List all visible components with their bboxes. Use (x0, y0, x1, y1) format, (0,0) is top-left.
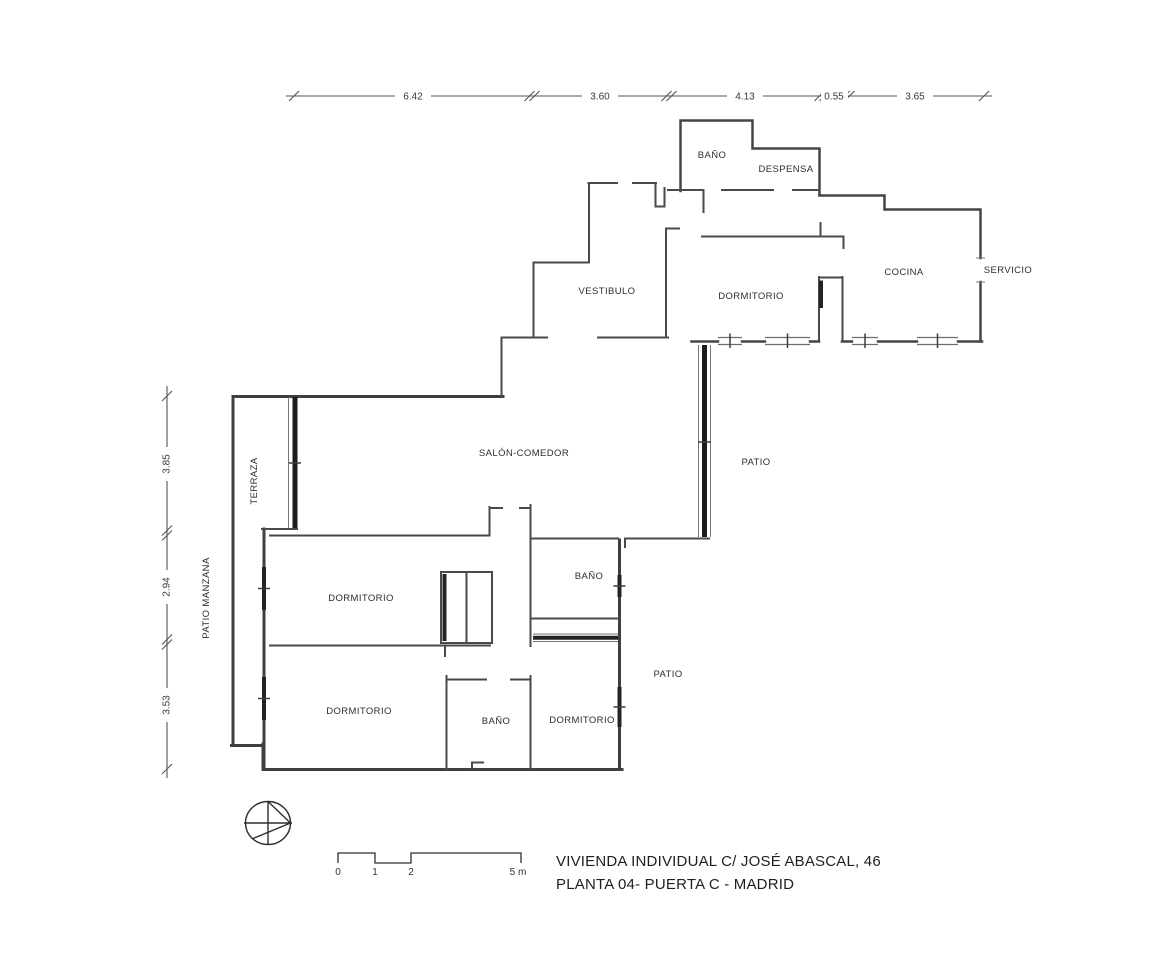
drawing-title-line1: VIVIENDA INDIVIDUAL C/ JOSÉ ABASCAL, 46 (556, 853, 881, 870)
room-label-servicio: SERVICIO (983, 265, 1033, 276)
room-labels (201, 150, 1032, 727)
room-label-dormitorio-top: DORMITORIO (718, 291, 784, 302)
dim-top-4 (821, 90, 848, 103)
north-arrow-icon (244, 802, 292, 845)
dim-top-2 (582, 90, 618, 103)
room-label-dormitorio-left: DORMITORIO (328, 593, 394, 604)
interior-walls (262, 183, 844, 770)
scale-label-5m: 5 m (509, 867, 527, 878)
room-label-salon-comedor: SALÓN-COMEDOR (478, 448, 570, 459)
dim-top-3 (727, 90, 763, 103)
dim-top-label: 4.13 (735, 91, 755, 103)
dim-left-label: 3.85 (161, 454, 173, 474)
dim-top-label: 3.65 (905, 91, 925, 103)
dim-top-5 (897, 90, 933, 103)
dim-top-label: 3.60 (590, 91, 610, 103)
room-label-bano-top: BAÑO (697, 150, 727, 161)
dim-left-3 (160, 688, 173, 722)
room-label-cocina: COCINA (884, 267, 924, 278)
dimension-line-top (286, 90, 992, 103)
dim-top-label: 0.55 (824, 91, 844, 103)
dim-left-label: 3.53 (161, 695, 173, 715)
windows (258, 281, 958, 728)
dim-left-2 (160, 570, 173, 604)
dim-top-1 (395, 90, 431, 103)
scale-label-2: 2 (408, 867, 414, 878)
room-label-bano-bottom: BAÑO (481, 716, 511, 727)
dim-top-label: 6.42 (403, 91, 423, 103)
scale-label-0: 0 (335, 867, 341, 878)
scale-label-1: 1 (372, 867, 378, 878)
title-block (556, 853, 881, 893)
room-label-patio-upper: PATIO (741, 457, 771, 468)
label-patio-manzana: PATIO MANZANA (201, 557, 212, 639)
room-label-dormitorio-bottom-left: DORMITORIO (326, 706, 392, 717)
room-label-dormitorio-bottom-right: DORMITORIO (549, 715, 615, 726)
dimension-line-left (160, 386, 173, 778)
room-label-vestibulo: VESTIBULO (578, 286, 636, 297)
drawing-title-line2: PLANTA 04- PUERTA C - MADRID (556, 876, 795, 893)
dim-left-label: 2.94 (161, 577, 173, 597)
room-label-despensa: DESPENSA (758, 164, 814, 175)
scale-bar (335, 853, 526, 878)
room-label-bano-middle: BAÑO (574, 571, 604, 582)
room-label-patio-lower: PATIO (653, 669, 683, 680)
room-label-terraza: TERRAZA (249, 457, 260, 505)
dim-left-1 (160, 447, 173, 481)
exterior-walls (232, 121, 986, 770)
